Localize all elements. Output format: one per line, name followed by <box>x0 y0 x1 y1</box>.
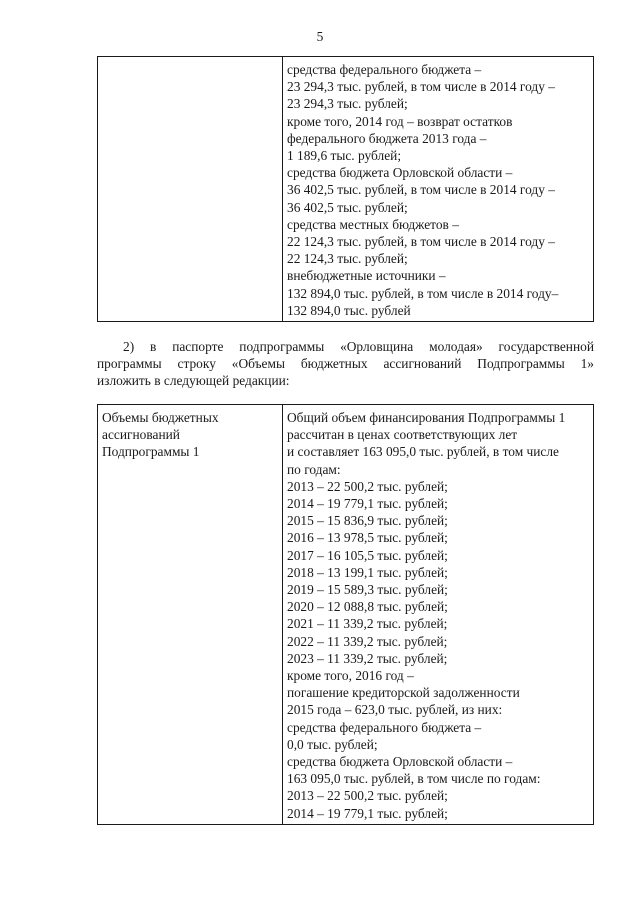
table-row <box>98 57 594 322</box>
text-line: 0,0 тыс. рублей; <box>287 736 378 752</box>
text-line: 1 189,6 тыс. рублей; <box>287 148 402 164</box>
amendment-paragraph <box>97 338 594 390</box>
text-line: 2019 – 15 589,3 тыс. рублей; <box>287 582 448 598</box>
table2-right-cell <box>283 405 594 825</box>
text-line: 2023 – 11 339,2 тыс. рублей; <box>287 650 448 666</box>
text-line: 36 402,5 тыс. рублей; <box>287 199 408 215</box>
text-line: средства бюджета Орловской области – <box>287 165 513 181</box>
text-line: 2016 – 13 978,5 тыс. рублей; <box>287 530 448 546</box>
text-line: 2013 – 22 500,2 тыс. рублей; <box>287 788 448 804</box>
text-line: 2021 – 11 339,2 тыс. рублей; <box>287 616 448 632</box>
table1-left-cell <box>98 57 283 322</box>
text-line: 132 894,0 тыс. рублей, в том числе в 2014 году– <box>287 285 559 301</box>
text-line: 2018 – 13 199,1 тыс. рублей; <box>287 564 448 580</box>
text-line: 22 124,3 тыс. рублей, в том числе в 2014 году – <box>287 234 555 250</box>
table1-right-cell <box>283 57 594 322</box>
text-line: 163 095,0 тыс. рублей, в том числе по годам: <box>287 771 541 787</box>
text-line: федерального бюджета 2013 года – <box>287 130 487 146</box>
text-line: средства федерального бюджета – <box>287 719 482 735</box>
table-row <box>98 405 594 825</box>
budget-continuation-table <box>97 56 594 322</box>
text-line: средства федерального бюджета – <box>287 62 482 77</box>
text-line: Общий объем финансирования Подпрограммы 1 <box>287 410 566 425</box>
subprogram-budget-table <box>97 404 594 825</box>
text-line: 2014 – 19 779,1 тыс. рублей; <box>287 496 448 512</box>
text-line: 132 894,0 тыс. рублей <box>287 302 411 318</box>
page-number: 5 <box>316 29 324 44</box>
text-line: кроме того, 2014 год – возврат остатков <box>287 113 513 129</box>
text-line: 2013 – 22 500,2 тыс. рублей; <box>287 478 448 494</box>
row-heading-line: Объемы бюджетных <box>102 410 219 425</box>
text-line: погашение кредиторской задолженности <box>287 685 520 701</box>
text-line: и составляет 163 095,0 тыс. рублей, в том числе <box>287 444 559 460</box>
text-line: внебюджетные источники – <box>287 268 446 284</box>
text-line: 2014 – 19 779,1 тыс. рублей; <box>287 805 448 821</box>
text-line: 22 124,3 тыс. рублей; <box>287 251 408 267</box>
text-line: кроме того, 2016 год – <box>287 668 414 684</box>
text-line: рассчитан в ценах соответствующих лет <box>287 427 518 443</box>
text-line: 2022 – 11 339,2 тыс. рублей; <box>287 633 448 649</box>
table2-left-cell <box>98 405 283 825</box>
row-heading-line: ассигнований <box>102 427 180 443</box>
text-line: 2020 – 12 088,8 тыс. рублей; <box>287 599 448 615</box>
paragraph-line: 2) в паспорте подпрограммы «Орловщина молодая» государственной <box>123 339 594 354</box>
row-heading-line: Подпрограммы 1 <box>102 444 200 460</box>
text-line: 2015 года – 623,0 тыс. рублей, из них: <box>287 702 503 718</box>
text-line: 2017 – 16 105,5 тыс. рублей; <box>287 547 448 563</box>
paragraph-line: изложить в следующей редакции: <box>97 373 290 389</box>
text-line: 36 402,5 тыс. рублей, в том числе в 2014 году – <box>287 182 555 198</box>
text-line: средства бюджета Орловской области – <box>287 754 513 770</box>
text-line: 23 294,3 тыс. рублей, в том числе в 2014 году – <box>287 79 555 95</box>
text-line: средства местных бюджетов – <box>287 216 459 232</box>
text-line: 23 294,3 тыс. рублей; <box>287 96 408 112</box>
paragraph-line: программы строку «Объемы бюджетных ассигнований Подпрограммы 1» <box>97 356 594 372</box>
text-line: по годам: <box>287 461 341 477</box>
text-line: 2015 – 15 836,9 тыс. рублей; <box>287 513 448 529</box>
